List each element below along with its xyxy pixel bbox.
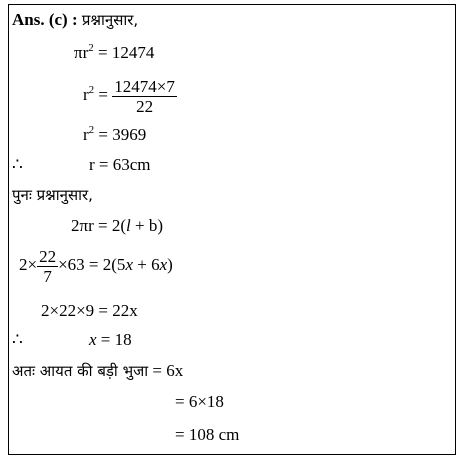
answer-intro: प्रश्नानुसार, — [81, 11, 139, 29]
r2-exp: 2 — [88, 84, 95, 96]
sub-fraction-denominator: 7 — [43, 266, 52, 286]
sub-fraction-numerator: 22 — [39, 246, 57, 266]
longer-side-text: अतः आयत की बड़ी भुजा — [12, 362, 149, 380]
r2v-lhs: r — [83, 125, 89, 144]
equation-6x18: = 6×18 — [175, 392, 224, 411]
perimeter-l: l — [126, 216, 131, 235]
equation-r-squared-fraction — [83, 76, 177, 116]
area-lhs: πr — [74, 43, 89, 62]
perimeter-part-b: + b) — [130, 216, 163, 235]
therefore-symbol-2: ∴ — [12, 330, 23, 349]
fraction-numerator: 12474×7 — [114, 76, 175, 96]
equation-final: = 108 cm — [175, 425, 240, 444]
sub-end: ) — [167, 255, 173, 274]
r2v-exp: 2 — [88, 124, 95, 136]
area-exp: 2 — [88, 42, 94, 54]
equation-substitution — [19, 245, 173, 286]
x-rest: = 18 — [96, 330, 132, 349]
equation-radius: r = 63cm — [89, 155, 151, 174]
area-rhs: = 12474 — [98, 43, 155, 62]
sub-mid: + 6 — [132, 255, 160, 274]
sub-x1: x — [125, 255, 133, 274]
sub-pre: 2× — [19, 255, 38, 274]
answer-label: Ans. (c) : — [12, 10, 78, 29]
equation-x-value — [89, 330, 132, 350]
equation-area — [74, 43, 154, 63]
r2v-rhs: = 3969 — [98, 125, 147, 144]
sub-x2: x — [159, 255, 168, 274]
longer-side-eq: = 6x — [148, 361, 184, 380]
answer-header — [12, 10, 138, 30]
equation-simplified: 2×22×9 = 22x — [41, 301, 138, 320]
sub-post: ×63 = 2(5 — [58, 255, 126, 274]
x-var: x — [89, 330, 97, 349]
answer-box — [8, 4, 456, 455]
equation-longer-side — [12, 361, 183, 381]
again-intro: पुनः प्रश्नानुसार, — [12, 186, 93, 204]
fraction — [112, 77, 177, 116]
sub-fraction — [37, 247, 58, 286]
therefore-symbol: ∴ — [12, 155, 23, 174]
r2-eq: = — [98, 85, 109, 104]
r2-lhs: r — [83, 85, 89, 104]
equation-r-squared-value — [83, 125, 146, 145]
equation-perimeter — [71, 216, 163, 236]
fraction-denominator: 22 — [136, 96, 154, 116]
perimeter-part-a: 2πr = 2( — [71, 216, 126, 235]
